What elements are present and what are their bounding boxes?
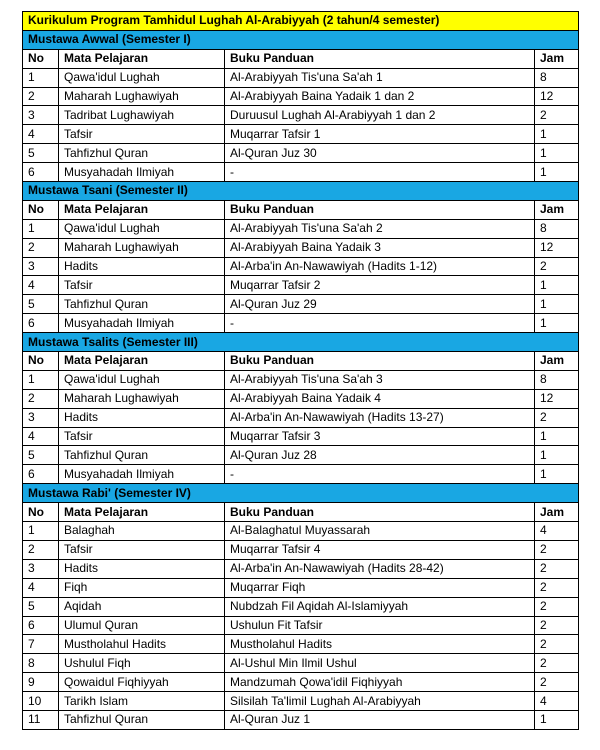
row-number: 6 bbox=[23, 314, 59, 333]
column-header-no: No bbox=[23, 352, 59, 371]
subject-name: Hadits bbox=[59, 257, 225, 276]
subject-name: Ulumul Quran bbox=[59, 616, 225, 635]
row-number: 1 bbox=[23, 370, 59, 389]
table-row bbox=[23, 427, 579, 446]
book-name: Al-Quran Juz 1 bbox=[225, 710, 535, 729]
column-header-book: Buku Panduan bbox=[225, 352, 535, 371]
hours-value: 2 bbox=[535, 635, 579, 654]
subject-name: Maharah Lughawiyah bbox=[59, 238, 225, 257]
subject-name: Ushulul Fiqh bbox=[59, 654, 225, 673]
table-row bbox=[23, 597, 579, 616]
row-number: 6 bbox=[23, 163, 59, 182]
subject-name: Tafsir bbox=[59, 125, 225, 144]
hours-value: 1 bbox=[535, 295, 579, 314]
book-name: Muqarrar Fiqh bbox=[225, 578, 535, 597]
table-row bbox=[23, 276, 579, 295]
subject-name: Hadits bbox=[59, 559, 225, 578]
row-number: 5 bbox=[23, 144, 59, 163]
subject-name: Tafsir bbox=[59, 540, 225, 559]
book-name: Al-Arba'in An-Nawawiyah (Hadits 13-27) bbox=[225, 408, 535, 427]
table-row bbox=[23, 616, 579, 635]
row-number: 4 bbox=[23, 125, 59, 144]
hours-value: 1 bbox=[535, 163, 579, 182]
subject-name: Mustholahul Hadits bbox=[59, 635, 225, 654]
hours-value: 2 bbox=[535, 673, 579, 692]
table-row bbox=[23, 163, 579, 182]
book-name: Muqarrar Tafsir 1 bbox=[225, 125, 535, 144]
column-header-subject: Mata Pelajaran bbox=[59, 200, 225, 219]
subject-name: Qawa'idul Lughah bbox=[59, 68, 225, 87]
subject-name: Hadits bbox=[59, 408, 225, 427]
subject-name: Tahfizhul Quran bbox=[59, 710, 225, 729]
subject-name: Musyahadah Ilmiyah bbox=[59, 314, 225, 333]
row-number: 5 bbox=[23, 446, 59, 465]
book-name: Al-Arabiyyah Tis'una Sa'ah 1 bbox=[225, 68, 535, 87]
hours-value: 1 bbox=[535, 710, 579, 729]
hours-value: 8 bbox=[535, 219, 579, 238]
table-row bbox=[23, 370, 579, 389]
book-name: Al-Balaghatul Muyassarah bbox=[225, 522, 535, 541]
book-name: Al-Arba'in An-Nawawiyah (Hadits 1-12) bbox=[225, 257, 535, 276]
subject-name: Tahfizhul Quran bbox=[59, 144, 225, 163]
subject-name: Qawa'idul Lughah bbox=[59, 219, 225, 238]
hours-value: 2 bbox=[535, 559, 579, 578]
subject-name: Balaghah bbox=[59, 522, 225, 541]
table-row bbox=[23, 106, 579, 125]
curriculum-document bbox=[22, 11, 578, 730]
row-number: 3 bbox=[23, 408, 59, 427]
curriculum-table bbox=[22, 11, 579, 730]
hours-value: 1 bbox=[535, 314, 579, 333]
row-number: 5 bbox=[23, 597, 59, 616]
section-header-row bbox=[23, 333, 579, 352]
table-row bbox=[23, 465, 579, 484]
book-name: - bbox=[225, 314, 535, 333]
book-name: - bbox=[225, 163, 535, 182]
row-number: 2 bbox=[23, 389, 59, 408]
hours-value: 1 bbox=[535, 276, 579, 295]
row-number: 5 bbox=[23, 295, 59, 314]
row-number: 3 bbox=[23, 106, 59, 125]
table-title-row bbox=[23, 12, 579, 31]
subject-name: Maharah Lughawiyah bbox=[59, 389, 225, 408]
row-number: 11 bbox=[23, 710, 59, 729]
subject-name: Tahfizhul Quran bbox=[59, 295, 225, 314]
row-number: 6 bbox=[23, 616, 59, 635]
subject-name: Aqidah bbox=[59, 597, 225, 616]
row-number: 3 bbox=[23, 559, 59, 578]
row-number: 4 bbox=[23, 578, 59, 597]
table-row bbox=[23, 238, 579, 257]
row-number: 4 bbox=[23, 276, 59, 295]
hours-value: 2 bbox=[535, 540, 579, 559]
hours-value: 2 bbox=[535, 597, 579, 616]
subject-name: Musyahadah Ilmiyah bbox=[59, 163, 225, 182]
table-row bbox=[23, 125, 579, 144]
subject-name: Tarikh Islam bbox=[59, 692, 225, 711]
book-name: Muqarrar Tafsir 4 bbox=[225, 540, 535, 559]
hours-value: 2 bbox=[535, 616, 579, 635]
column-header-subject: Mata Pelajaran bbox=[59, 49, 225, 68]
row-number: 3 bbox=[23, 257, 59, 276]
table-row bbox=[23, 692, 579, 711]
table-row bbox=[23, 710, 579, 729]
hours-value: 4 bbox=[535, 692, 579, 711]
book-name: Muqarrar Tafsir 3 bbox=[225, 427, 535, 446]
row-number: 4 bbox=[23, 427, 59, 446]
hours-value: 1 bbox=[535, 125, 579, 144]
book-name: Al-Arabiyyah Tis'una Sa'ah 2 bbox=[225, 219, 535, 238]
hours-value: 1 bbox=[535, 465, 579, 484]
section-header-row bbox=[23, 182, 579, 201]
hours-value: 2 bbox=[535, 106, 579, 125]
subject-name: Qowaidul Fiqhiyyah bbox=[59, 673, 225, 692]
column-header-hours: Jam bbox=[535, 49, 579, 68]
column-header-row bbox=[23, 352, 579, 371]
table-row bbox=[23, 673, 579, 692]
column-header-book: Buku Panduan bbox=[225, 200, 535, 219]
book-name: Nubdzah Fil Aqidah Al-Islamiyyah bbox=[225, 597, 535, 616]
book-name: Silsilah Ta'limil Lughah Al-Arabiyyah bbox=[225, 692, 535, 711]
table-row bbox=[23, 559, 579, 578]
row-number: 7 bbox=[23, 635, 59, 654]
hours-value: 8 bbox=[535, 370, 579, 389]
book-name: Duruusul Lughah Al-Arabiyyah 1 dan 2 bbox=[225, 106, 535, 125]
table-row bbox=[23, 219, 579, 238]
section-title: Mustawa Tsani (Semester II) bbox=[23, 182, 579, 201]
table-row bbox=[23, 446, 579, 465]
hours-value: 2 bbox=[535, 654, 579, 673]
table-row bbox=[23, 389, 579, 408]
book-name: Mustholahul Hadits bbox=[225, 635, 535, 654]
subject-name: Qawa'idul Lughah bbox=[59, 370, 225, 389]
book-name: Ushulun Fit Tafsir bbox=[225, 616, 535, 635]
row-number: 1 bbox=[23, 522, 59, 541]
book-name: - bbox=[225, 465, 535, 484]
hours-value: 1 bbox=[535, 144, 579, 163]
hours-value: 8 bbox=[535, 68, 579, 87]
book-name: Al-Arba'in An-Nawawiyah (Hadits 28-42) bbox=[225, 559, 535, 578]
row-number: 2 bbox=[23, 87, 59, 106]
row-number: 10 bbox=[23, 692, 59, 711]
column-header-hours: Jam bbox=[535, 352, 579, 371]
table-row bbox=[23, 314, 579, 333]
hours-value: 12 bbox=[535, 238, 579, 257]
column-header-subject: Mata Pelajaran bbox=[59, 352, 225, 371]
hours-value: 2 bbox=[535, 578, 579, 597]
table-title: Kurikulum Program Tamhidul Lughah Al-Arabiyyah (2 tahun/4 semester) bbox=[23, 12, 579, 31]
table-row bbox=[23, 295, 579, 314]
subject-name: Fiqh bbox=[59, 578, 225, 597]
column-header-no: No bbox=[23, 200, 59, 219]
table-row bbox=[23, 578, 579, 597]
column-header-row bbox=[23, 49, 579, 68]
table-row bbox=[23, 87, 579, 106]
column-header-no: No bbox=[23, 49, 59, 68]
book-name: Al-Quran Juz 29 bbox=[225, 295, 535, 314]
hours-value: 1 bbox=[535, 446, 579, 465]
book-name: Muqarrar Tafsir 2 bbox=[225, 276, 535, 295]
table-row bbox=[23, 68, 579, 87]
book-name: Al-Quran Juz 28 bbox=[225, 446, 535, 465]
subject-name: Musyahadah Ilmiyah bbox=[59, 465, 225, 484]
hours-value: 4 bbox=[535, 522, 579, 541]
row-number: 1 bbox=[23, 68, 59, 87]
hours-value: 12 bbox=[535, 87, 579, 106]
book-name: Al-Arabiyyah Baina Yadaik 1 dan 2 bbox=[225, 87, 535, 106]
book-name: Al-Arabiyyah Baina Yadaik 3 bbox=[225, 238, 535, 257]
book-name: Al-Arabiyyah Baina Yadaik 4 bbox=[225, 389, 535, 408]
section-title: Mustawa Rabi' (Semester IV) bbox=[23, 484, 579, 503]
row-number: 1 bbox=[23, 219, 59, 238]
hours-value: 12 bbox=[535, 389, 579, 408]
column-header-book: Buku Panduan bbox=[225, 49, 535, 68]
subject-name: Tafsir bbox=[59, 276, 225, 295]
table-row bbox=[23, 144, 579, 163]
column-header-row bbox=[23, 200, 579, 219]
section-title: Mustawa Tsalits (Semester III) bbox=[23, 333, 579, 352]
section-header-row bbox=[23, 484, 579, 503]
column-header-hours: Jam bbox=[535, 503, 579, 522]
subject-name: Maharah Lughawiyah bbox=[59, 87, 225, 106]
row-number: 8 bbox=[23, 654, 59, 673]
column-header-subject: Mata Pelajaran bbox=[59, 503, 225, 522]
subject-name: Tadribat Lughawiyah bbox=[59, 106, 225, 125]
table-row bbox=[23, 522, 579, 541]
subject-name: Tahfizhul Quran bbox=[59, 446, 225, 465]
column-header-hours: Jam bbox=[535, 200, 579, 219]
section-header-row bbox=[23, 30, 579, 49]
column-header-row bbox=[23, 503, 579, 522]
column-header-no: No bbox=[23, 503, 59, 522]
book-name: Al-Ushul Min Ilmil Ushul bbox=[225, 654, 535, 673]
table-row bbox=[23, 540, 579, 559]
hours-value: 2 bbox=[535, 408, 579, 427]
book-name: Mandzumah Qowa'idil Fiqhiyyah bbox=[225, 673, 535, 692]
hours-value: 1 bbox=[535, 427, 579, 446]
row-number: 2 bbox=[23, 540, 59, 559]
table-row bbox=[23, 257, 579, 276]
row-number: 9 bbox=[23, 673, 59, 692]
table-row bbox=[23, 654, 579, 673]
table-row bbox=[23, 635, 579, 654]
subject-name: Tafsir bbox=[59, 427, 225, 446]
row-number: 2 bbox=[23, 238, 59, 257]
section-title: Mustawa Awwal (Semester I) bbox=[23, 30, 579, 49]
hours-value: 2 bbox=[535, 257, 579, 276]
book-name: Al-Quran Juz 30 bbox=[225, 144, 535, 163]
column-header-book: Buku Panduan bbox=[225, 503, 535, 522]
book-name: Al-Arabiyyah Tis'una Sa'ah 3 bbox=[225, 370, 535, 389]
table-row bbox=[23, 408, 579, 427]
row-number: 6 bbox=[23, 465, 59, 484]
